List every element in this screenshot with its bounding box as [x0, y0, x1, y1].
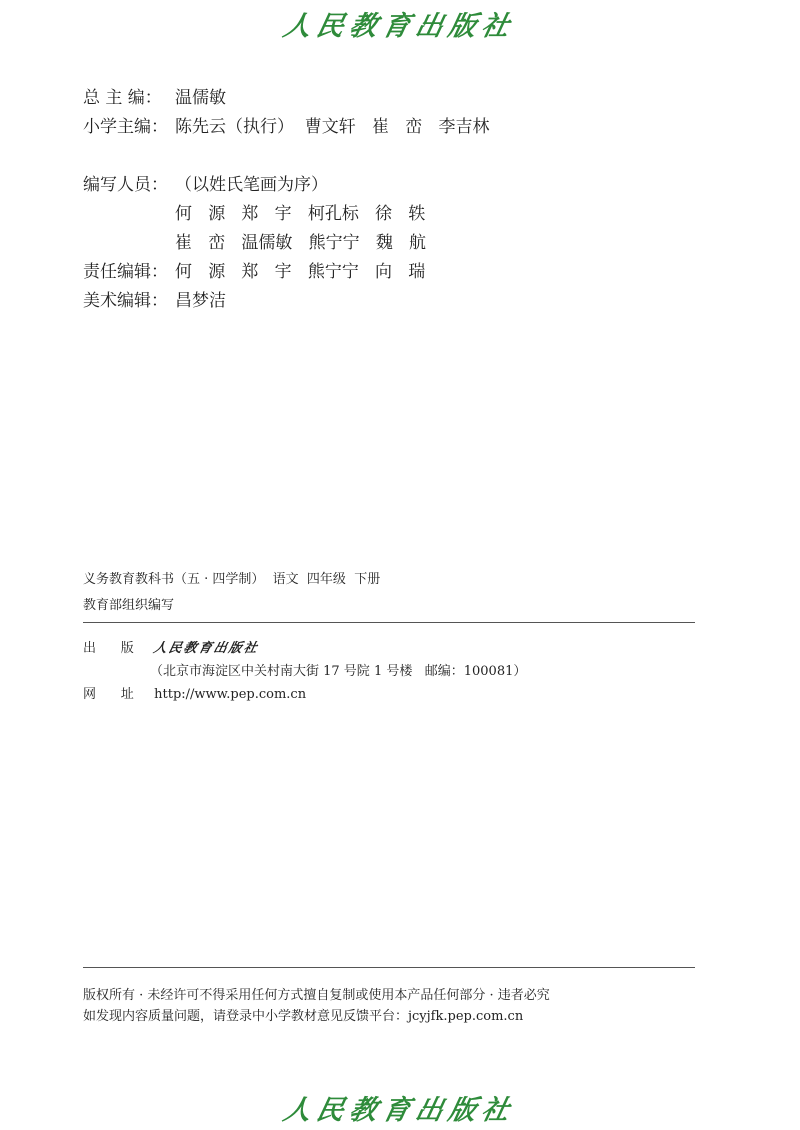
responsible-editor-row	[83, 258, 489, 287]
website-label: 网 址	[83, 687, 134, 702]
writers-names-1: 何 源 郑 宇 柯孔标 徐 轶	[175, 204, 426, 224]
responsible-editor-label: 责任编辑：	[83, 262, 168, 282]
divider-top	[83, 622, 695, 623]
writers-names-2: 崔 峦 温儒敏 熊宁宁 魏 航	[175, 233, 427, 253]
publisher-logo-top: 人民教育出版社	[280, 11, 519, 42]
writers-note: （以姓氏笔画为序）	[175, 175, 328, 195]
publisher-logo-bottom: 人民教育出版社	[280, 1095, 519, 1126]
primary-editor-row	[83, 113, 489, 142]
writers-line-1	[83, 200, 489, 229]
credits-block	[83, 84, 489, 316]
chief-editor-row	[83, 84, 489, 113]
website-url: http://www.pep.com.cn	[154, 687, 307, 702]
chief-editor-value: 温儒敏	[175, 88, 226, 108]
publisher-address: （北京市海淀区中关村南大街 17 号院 1 号楼 邮编：100081）	[150, 664, 527, 679]
chief-editor-label: 总 主 编：	[83, 88, 162, 108]
copyright-notice: 版权所有 · 未经许可不得采用任何方式擅自复制或使用本产品任何部分 · 违者必究	[83, 988, 550, 1003]
art-editor-label: 美术编辑：	[83, 291, 168, 311]
book-organizer: 教育部组织编写	[83, 598, 175, 613]
publisher-label: 出 版	[83, 641, 134, 656]
website-row	[83, 683, 306, 702]
feedback-notice: 如发现内容质量问题，请登录中小学教材意见反馈平台：jcyjfk.pep.com.cn	[83, 1009, 524, 1024]
primary-editor-value: 陈先云（执行） 曹文轩 崔 峦 李吉林	[175, 117, 490, 137]
divider-bottom	[83, 967, 695, 968]
art-editor-value: 昌梦洁	[175, 291, 226, 311]
book-series-title: 义务教育教科书（五 · 四学制） 语文 四年级 下册	[83, 572, 381, 587]
writers-line-2	[83, 229, 489, 258]
writers-label: 编写人员：	[83, 175, 168, 195]
art-editor-row	[83, 287, 489, 316]
writers-row	[83, 171, 489, 200]
primary-editor-label: 小学主编：	[83, 117, 168, 137]
publisher-row	[83, 637, 259, 656]
responsible-editor-value: 何 源 郑 宇 熊宁宁 向 瑞	[175, 262, 426, 282]
publisher-name: 人民教育出版社	[152, 641, 261, 656]
